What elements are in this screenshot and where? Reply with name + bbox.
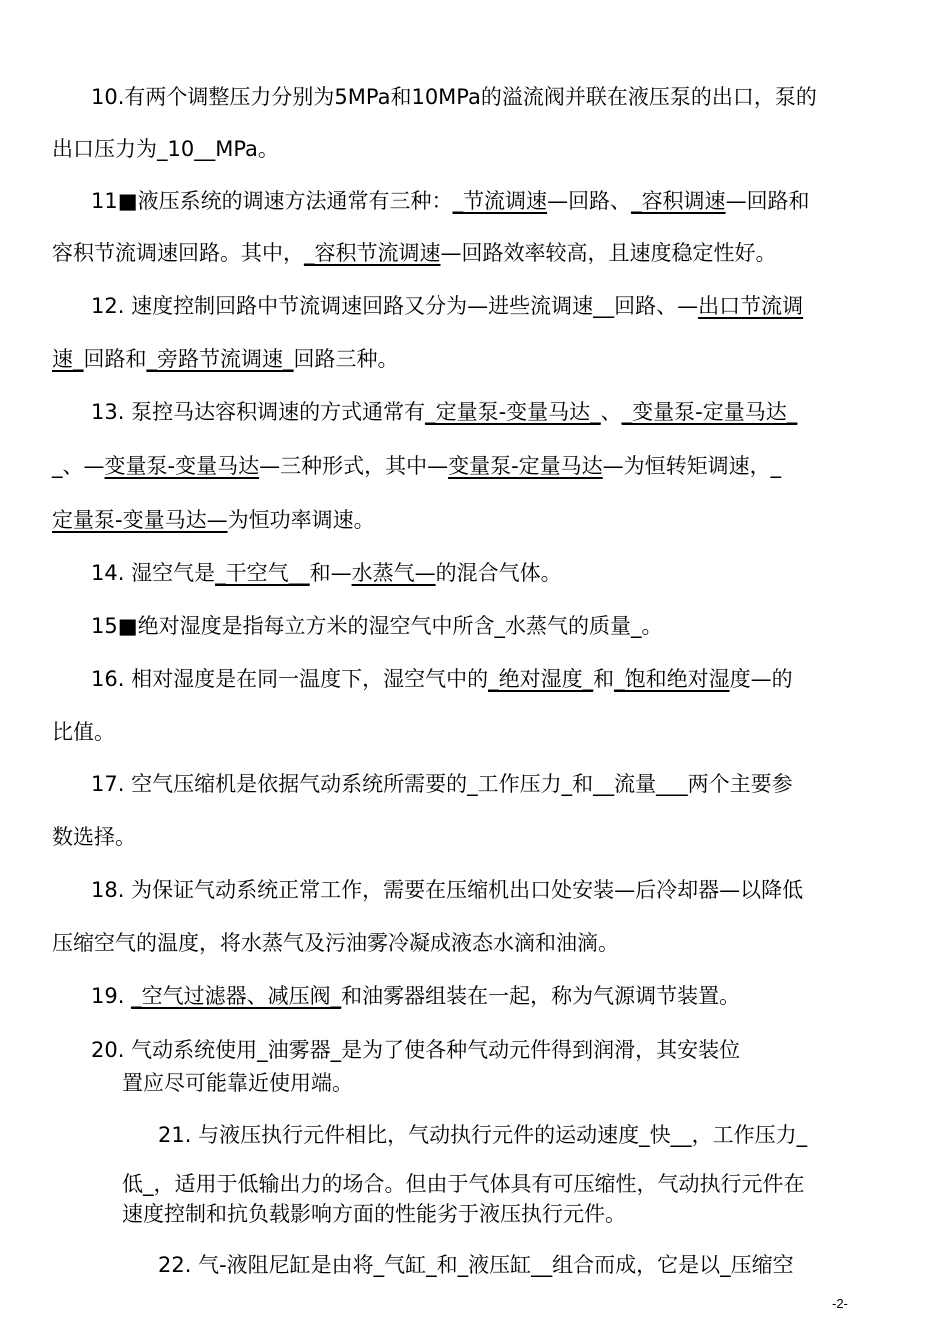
q13-text: 为恒功率调速。 [227, 508, 375, 532]
q16-line2: 比值。 [52, 720, 115, 744]
q15-line1: 15■绝对湿度是指每立方米的湿空气中所含_水蒸气的质量_。 [91, 614, 663, 638]
q12-answer-2: 出口节流调 [698, 294, 804, 318]
q20-line2: 置应尽可能靠近使用端。 [122, 1071, 353, 1095]
q11-answer-3: _容积节流调速 [304, 241, 441, 265]
q10-line2: 出口压力为_10__MPa。 [52, 137, 279, 161]
q11-answer-1: _节流调速 [452, 189, 548, 213]
q21-line1: 21. 与液压执行元件相比，气动执行元件的运动速度_快__，工作压力_ [158, 1123, 808, 1147]
q13-answer-2: _变量泵-定量马达_ [621, 400, 798, 424]
q13-answer-1: _定量泵-变量马达_ [425, 400, 601, 424]
q13-answer-4: 变量泵-定量马达 [448, 454, 603, 478]
q10-line1: 10.有两个调整压力分别为5MPa和10MPa的溢流阀并联在液压泵的出口，泵的 [91, 85, 817, 109]
q16-answer-2: _饱和绝对湿 [614, 667, 730, 691]
q12-line1 [91, 291, 803, 321]
q14-text: 的混合气体。 [435, 561, 562, 585]
q17-line1: 17. 空气压缩机是依据气动系统所需要的_工作压力_和__流量___两个主要参 [91, 772, 793, 796]
q18-line1: 18. 为保证气动系统正常工作，需要在压缩机出口处安装—后冷却器—以降低 [91, 878, 804, 902]
q19-line1 [91, 981, 740, 1011]
q14-answer-1: _干空气__ [215, 561, 310, 585]
q13-text: _、— [52, 454, 105, 478]
q19-answer-1: _空气过滤器、减压阀_ [131, 984, 342, 1008]
q12-text: 12. 速度控制回路中节流调速回路又分为—进些流调速__回路、— [91, 294, 699, 318]
q11-text: —回路效率较高，且速度稳定性好。 [440, 241, 777, 265]
q18-line2: 压缩空气的温度，将水蒸气及污油雾冷凝成液态水滴和油滴。 [52, 931, 619, 955]
q13-text: 、 [600, 400, 622, 424]
q13-answer-3: 变量泵-变量马达 [104, 454, 260, 478]
q13-answer-5: 定量泵-变量马达— [52, 508, 228, 532]
q11-line1 [91, 186, 810, 216]
q20-line1: 20. 气动系统使用_油雾器_是为了使各种气动元件得到润滑，其安装位 [91, 1038, 741, 1062]
q11-text: —回路和 [725, 189, 810, 213]
q13-text: —为恒转矩调速，_ [602, 454, 782, 478]
q11-text: 容积节流调速回路。其中， [52, 241, 304, 265]
q16-line1 [91, 664, 793, 694]
q11-text: —回路、 [547, 189, 632, 213]
q19-text: 和油雾器组装在一起，称为气源调节装置。 [341, 984, 741, 1008]
q19-text: 19. [91, 984, 132, 1008]
q14-line1 [91, 558, 562, 588]
q16-text: 和 [593, 667, 615, 691]
q12-text: 回路三种。 [293, 347, 399, 371]
q11-line2 [52, 238, 777, 268]
q11-answer-2: _容积调速 [631, 189, 726, 213]
page-number: -2- [832, 1296, 848, 1311]
q16-text: 度—的 [729, 667, 793, 691]
q13-line3 [52, 505, 375, 535]
q12-answer-2-cont: 速_ [52, 347, 84, 371]
q13-text: —三种形式，其中— [259, 454, 449, 478]
q22-line1: 22. 气-液阻尼缸是由将_气缸_和_液压缸__组合而成，它是以_压缩空 [158, 1253, 794, 1277]
q13-text: 13. 泵控马达容积调速的方式通常有 [91, 400, 426, 424]
q14-text: 14. 湿空气是 [91, 561, 216, 585]
q16-answer-1: _绝对湿度_ [488, 667, 594, 691]
q13-line1 [91, 397, 797, 427]
q14-text: 和— [309, 561, 352, 585]
q17-line2: 数选择。 [52, 825, 136, 849]
q21-line3: 速度控制和抗负载影响方面的性能劣于液压执行元件。 [122, 1202, 626, 1226]
q12-text: 回路和 [83, 347, 147, 371]
q16-text: 16. 相对湿度是在同一温度下，湿空气中的 [91, 667, 489, 691]
q13-line2 [52, 451, 781, 481]
q12-line2 [52, 344, 399, 374]
q14-answer-2: 水蒸气— [351, 561, 436, 585]
q21-line2: 低_，适用于低输出力的场合。但由于气体具有可压缩性，气动执行元件在 [122, 1172, 805, 1196]
q11-text: 11■液压系统的调速方法通常有三种： [91, 189, 453, 213]
q12-answer-3: _旁路节流调速_ [146, 347, 294, 371]
